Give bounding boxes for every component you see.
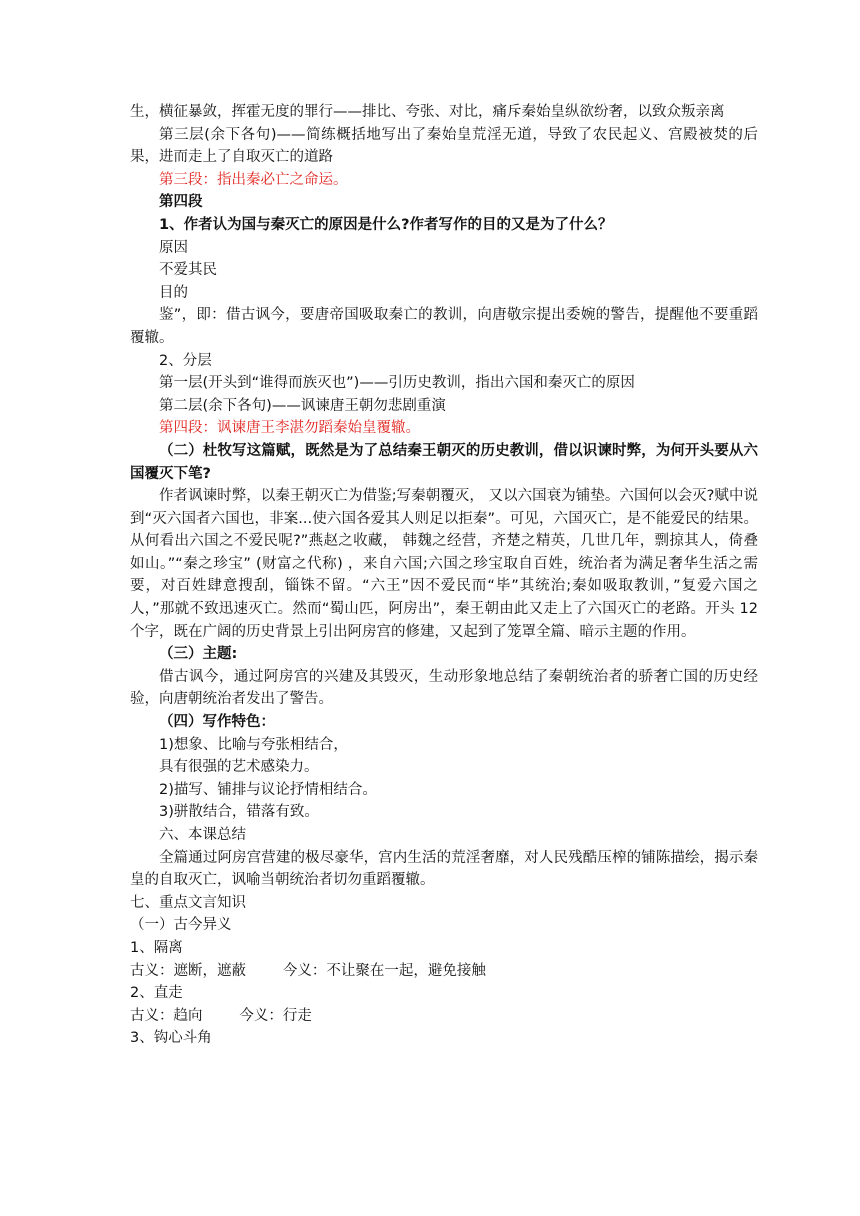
- document-page: [130, 101, 758, 1050]
- answer-paragraph: 作者讽谏时弊，以秦王朝灭亡为借鉴;写秦朝覆灭， 又以六国衰为铺垫。六国何以会灭?赋中说到“灭六国者六国也，非案...使六国各爱其人则足以拒秦”。可见，六国灭亡，是不能爱民的结果。从何看出六国之不爱民呢?”燕赵之收藏， 韩魏之经营，齐楚之精英，几世几年，剽掠其人，倚叠如山。”“秦之珍宝” (财富之代称) ，来自六国;六国之珍宝取自百姓，统治者为满足奢华生活之需要，对百姓肆意搜刮，锱铢不留。“六王”因不爱民而“毕”其统治;秦如吸取教训，”复爱六国之人，”那就不致迅速灭亡。然而“蜀山匹，阿房出”，秦王朝由此又走上了六国灭亡的老路。开头 12 个字，既在广阔的历史背景上引出阿房宫的修建，又起到了笼罩全篇、暗示主题的作用。: [130, 488, 758, 640]
- theme-paragraph: 借古讽今，通过阿房宫的兴建及其毁灭，生动形象地总结了秦朝统治者的骄奢亡国的历史经验，向唐朝统治者发出了警告。: [130, 668, 758, 708]
- text-line-1: 生，横征暴敛，挥霍无度的罪行——排比、夸张、对比，痛斥秦始皇纵欲纷奢，以致众叛亲离: [130, 104, 725, 120]
- heading-features: （四）写作特色：: [159, 714, 275, 731]
- text-line-7: 不爱其民: [159, 262, 217, 279]
- text-line-2: 第三层(余下各句)——简练概括地写出了秦始皇荒淫无道，导致了农民起义、宫殿被焚的后果，进而走上了自取灭亡的道路: [130, 126, 758, 166]
- heading-theme: （三）主题:: [159, 646, 238, 663]
- feature-2: 2)描写、铺排与议论抒情相结合。: [159, 781, 377, 798]
- feature-1-cont: 具有很强的艺术感染力。: [159, 759, 319, 776]
- question-1: 1、作者认为国与秦灭亡的原因是什么?作者写作的目的又是为了什么？: [159, 216, 613, 233]
- section-summary-4: 第四段：讽谏唐王李湛勿蹈秦始皇覆辙。: [159, 420, 420, 437]
- text-line-11: 第一层(开头到“谁得而族灭也”)——引历史教训，指出六国和秦灭亡的原因: [159, 375, 635, 392]
- heading-knowledge: 七、重点文言知识: [130, 894, 246, 911]
- text-line-10: 2、分层: [159, 352, 212, 369]
- section-heading-4: 第四段: [159, 194, 203, 211]
- heading-ancient-modern: （一）古今异义: [130, 917, 232, 934]
- text-line-12: 第二层(余下各句)——讽谏唐王朝勿悲剧重演: [159, 397, 446, 414]
- term-2: 2、直走: [130, 985, 183, 1002]
- term-3: 3、钩心斗角: [130, 1030, 212, 1047]
- term-1: 1、隔离: [130, 939, 183, 956]
- text-line-9: 鉴”，即：借古讽今，要唐帝国吸取秦亡的教训，向唐敬宗提出委婉的警告，提醒他不要重蹈覆辙。: [130, 307, 758, 346]
- feature-3: 3)骈散结合，错落有致。: [159, 804, 319, 821]
- term-2-meaning: 古义：趋向 今义：行走: [130, 1007, 312, 1024]
- summary-paragraph: 全篇通过阿房宫营建的极尽豪华，宫内生活的荒淫奢靡，对人民残酷压榨的铺陈描绘，揭示秦皇的自取灭亡，讽喻当朝统治者切勿重蹈覆辙。: [130, 849, 758, 889]
- term-1-meaning: 古义：遮断，遮蔽 今义：不让聚在一起，避免接触: [130, 962, 486, 979]
- text-line-6: 原因: [159, 239, 188, 256]
- heading-summary: 六、本课总结: [159, 827, 246, 843]
- question-2: （二）杜牧写这篇赋，既然是为了总结秦王朝灭的历史教训，借以识谏时弊，为何开头要从六国覆灭下笔?: [130, 442, 758, 482]
- text-line-8: 目的: [159, 284, 188, 301]
- section-summary-3: 第三段：指出秦必亡之命运。: [159, 171, 348, 188]
- feature-1: 1)想象、比喻与夸张相结合，: [159, 736, 348, 753]
